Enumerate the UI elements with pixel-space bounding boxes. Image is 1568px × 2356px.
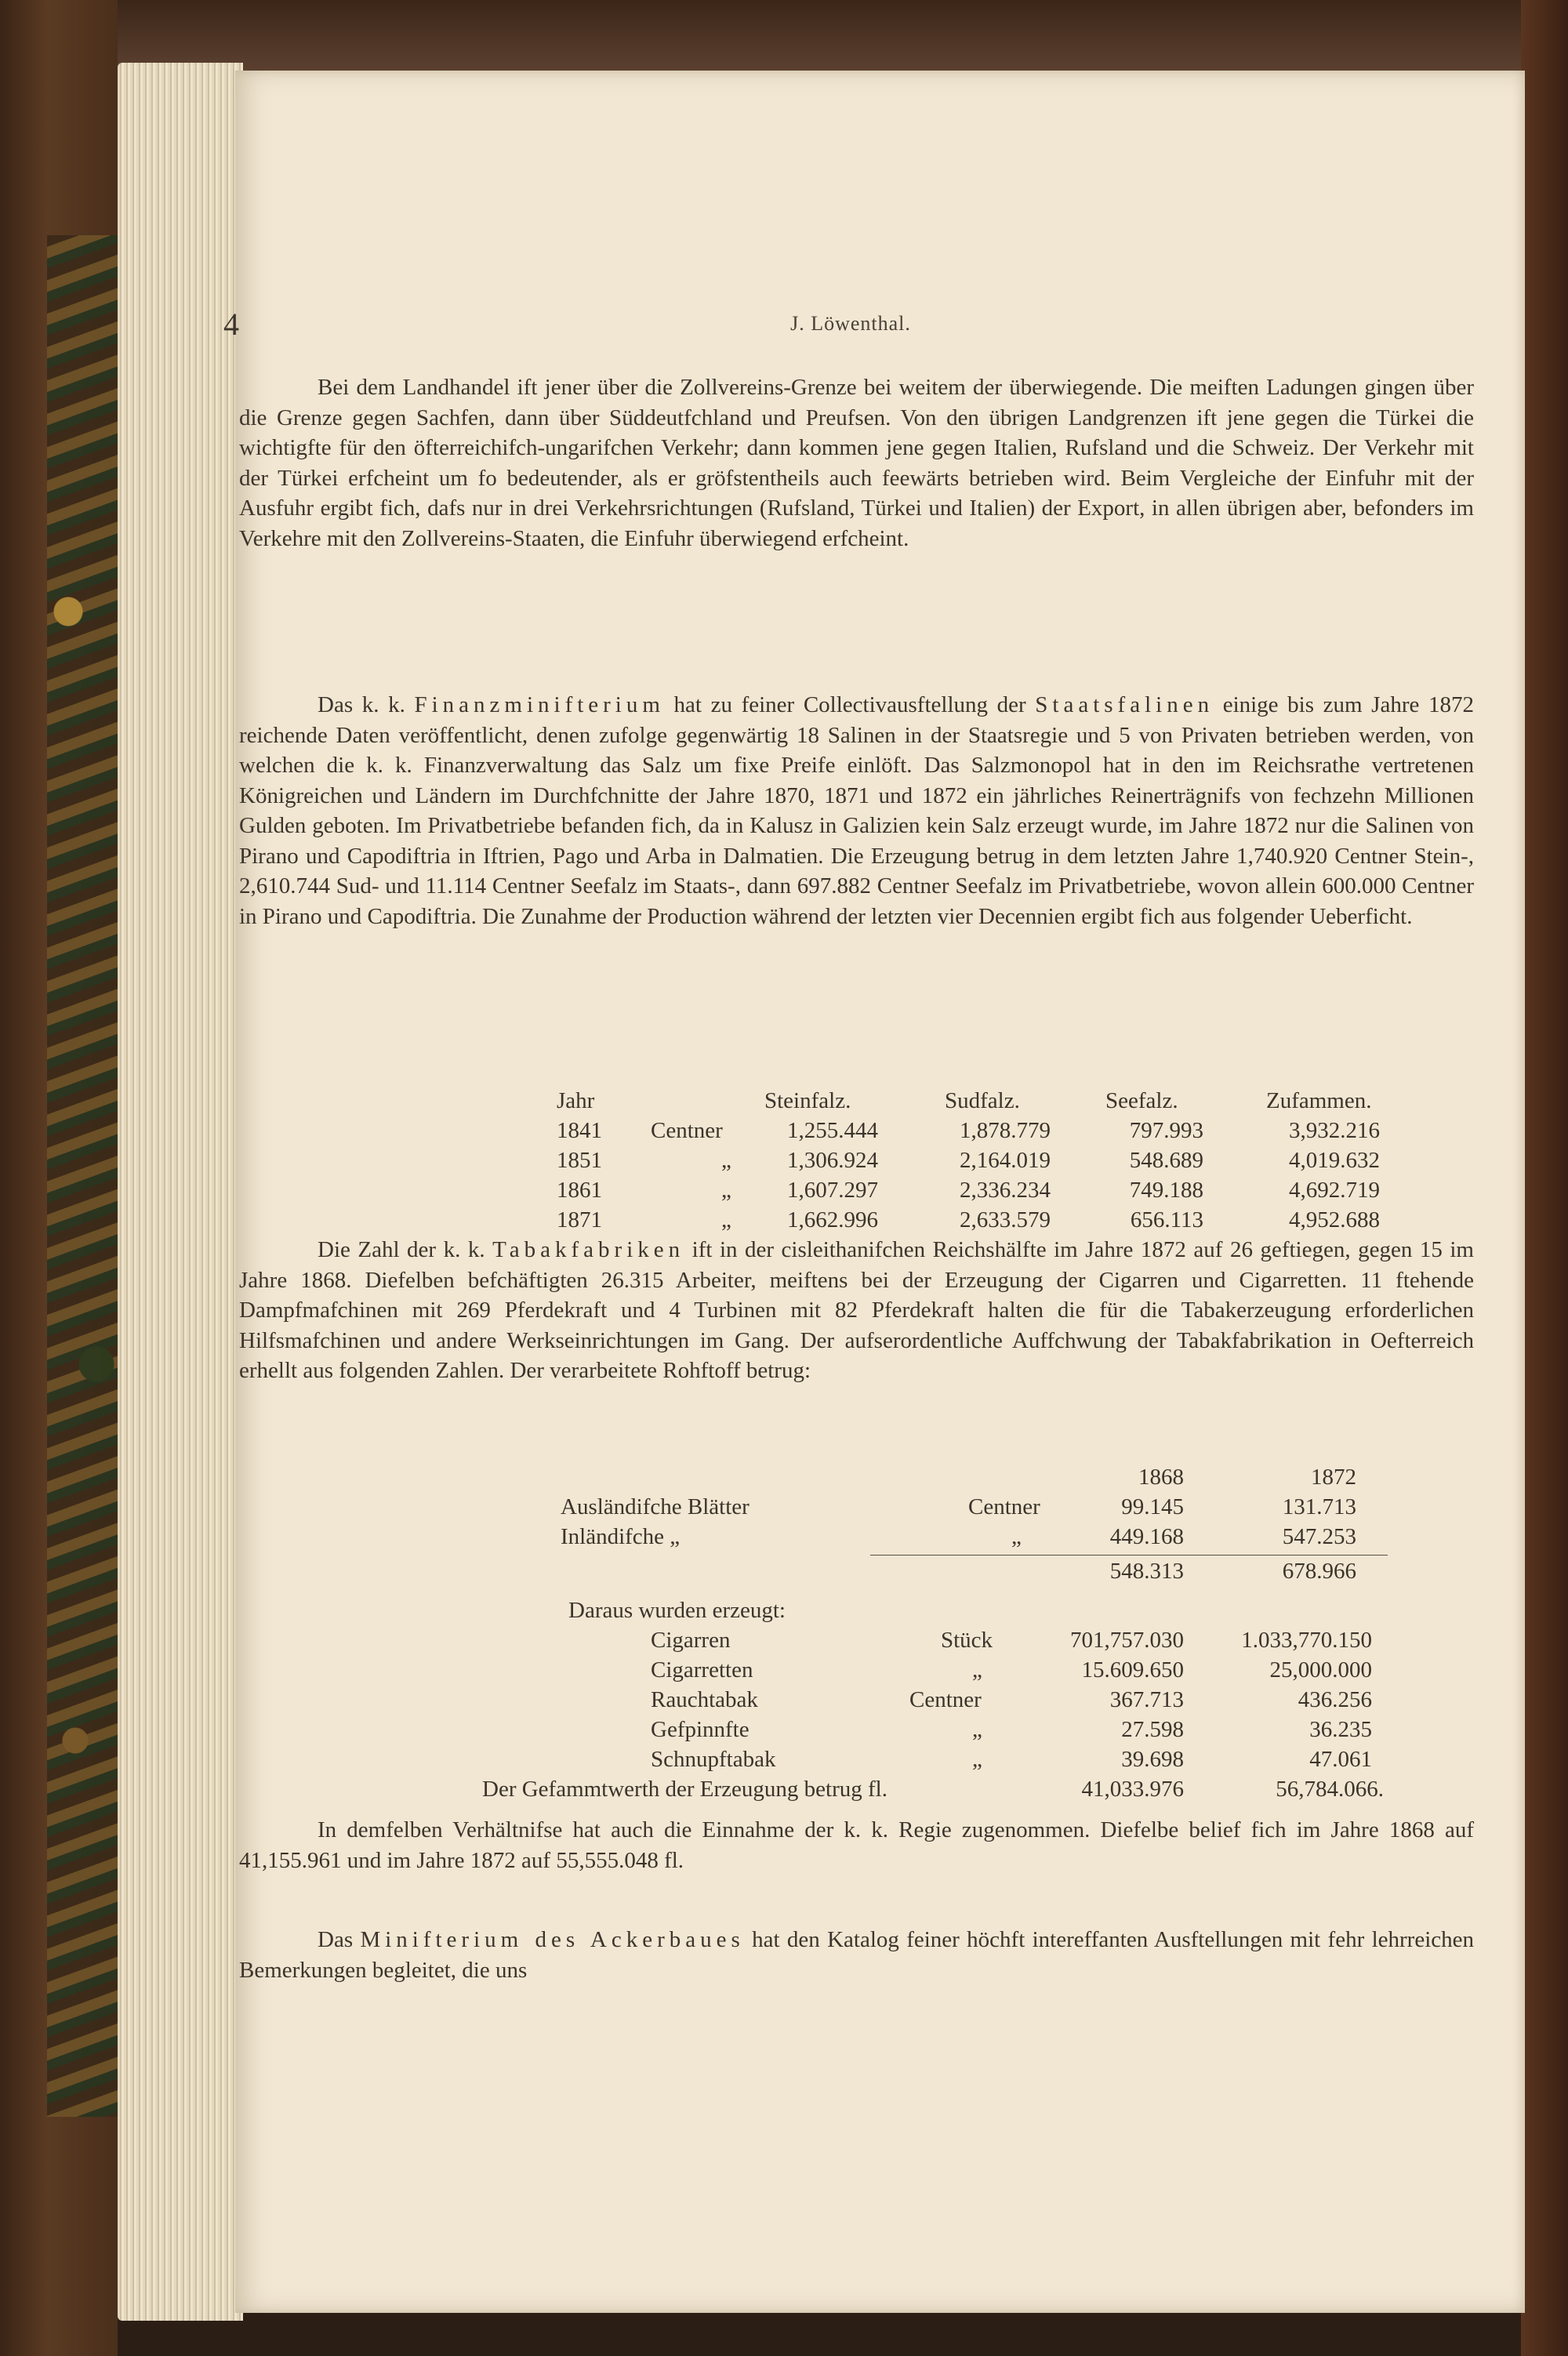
cell-total: 3,932.216 <box>1289 1118 1380 1143</box>
products-intro-row <box>235 1595 1490 1625</box>
p2-finanzministerium: Finanzminifterium <box>414 692 665 717</box>
cell-total: 4,692.719 <box>1289 1178 1380 1203</box>
col-header-steinsalz: Steinfalz. <box>764 1088 851 1113</box>
p2-pre: Das k. k. <box>318 692 415 717</box>
table-row <box>235 1655 1490 1685</box>
p5-post: hat den Katalog feiner höchft intereffanten Ausftellungen mit fehr lehrreichen Bemerkungen begleitet, die uns <box>239 1927 1474 1983</box>
totals-row <box>235 1556 1490 1586</box>
cell-label: Rauchtabak <box>651 1687 758 1712</box>
page-header <box>223 306 1478 345</box>
cell-1872: 1.033,770.150 <box>1241 1628 1372 1653</box>
table-row <box>235 1685 1490 1715</box>
cell-sud: 2,336.234 <box>960 1178 1051 1203</box>
col-header-jahr: Jahr <box>557 1088 595 1113</box>
sum-rule <box>870 1555 1388 1556</box>
cell-1868: 701,757.030 <box>1070 1628 1184 1653</box>
cell-label: Cigarren <box>651 1628 731 1653</box>
col-header-1872: 1872 <box>1311 1465 1356 1490</box>
cell-jahr: 1861 <box>557 1178 602 1203</box>
cell-1868: 15.609.650 <box>1081 1657 1184 1683</box>
p3-post: ift in der cisleithanifchen Reichshälfte im Jahre 1872 auf 26 geftiegen, gegen 15 im Jahre 1868. Diefelben befchäftigten 26.315 Arbeiter, meiftens bei der Erzeugung der Cigarren und Cigarretten. 11 ftehende Dampfmafchinen mit 269 Pferdekraft und 4 Turbinen mit 82 Pferdekraft halten die für die Tabakerzeugung erforderlichen Hilfsmafchinen und andere Werkseinrichtungen im Gang. Der aufserordentliche Auffchwung der Tabakfabrikation in Oefterreich erhellt aus folgenden Zahlen. Der verarbeitete Rohftoff betrug: <box>239 1237 1474 1383</box>
p3-pre: Die Zahl der k. k. <box>318 1237 493 1262</box>
marbled-endpaper <box>47 235 118 2117</box>
cell-1868: 449.168 <box>1109 1524 1184 1549</box>
cell-total: 4,952.688 <box>1289 1207 1380 1232</box>
p5-ministerium: Minifterium des Ackerbaues <box>360 1927 745 1952</box>
cell-see: 797.993 <box>1129 1118 1203 1143</box>
cell-jahr: 1871 <box>557 1207 602 1232</box>
page-edges <box>118 63 243 2321</box>
cell-unit: Stück <box>941 1628 993 1653</box>
book-cover-top <box>0 0 1568 71</box>
table-row <box>235 1744 1490 1774</box>
cell-jahr: 1851 <box>557 1148 602 1173</box>
page-number: 4 <box>223 307 239 342</box>
p2-post: einige bis zum Jahre 1872 reichende Daten veröffentlicht, denen zufolge gegenwärtig 18 Salinen in der Staatsregie und 5 von Privaten betrieben werden, von welchen die k. k. Finanzverwaltung das Salz um fixe Preife einlöft. Das Salzmonopol hat in den im Reichsrathe vertretenen Königreichen und Ländern im Durchfchnitte der Jahre 1870, 1871 und 1872 ein jährliches Reinerträgnifs von fechzehn Millionen Gulden geboten. Im Privatbetriebe befanden fich, da in Kalusz in Galizien kein Salz erzeugt wurde, im Jahre 1872 nur die Salinen von Pirano und Capodiftria in Iftrien, Pago und Arba in Dalmatien. Die Erzeugung betrug in dem letzten Jahre 1,740.920 Centner Stein-, 2,610.744 Sud- und 11.114 Centner Seefalz im Staats-, dann 697.882 Centner Seefalz im Privatbetriebe, wovon allein 600.000 Centner in Pirano und Capodiftria. Die Zunahme der Production während der letzten vier Decennien ergibt fich aus folgender Ueberficht. <box>239 692 1474 929</box>
cell-unit: „ <box>972 1657 982 1683</box>
cell-unit: „ <box>972 1747 982 1772</box>
total-1868: 548.313 <box>1109 1559 1184 1584</box>
cell-unit: „ <box>721 1178 731 1203</box>
table-row <box>235 1492 1490 1522</box>
cell-1868: 27.598 <box>1121 1717 1184 1742</box>
products-intro: Daraus wurden erzeugt: <box>568 1598 786 1623</box>
cell-total: 4,019.632 <box>1289 1148 1380 1173</box>
cell-stein: 1,662.996 <box>787 1207 878 1232</box>
cell-unit: „ <box>721 1207 731 1232</box>
cell-stein: 1,607.297 <box>787 1178 878 1203</box>
table-row <box>235 1715 1490 1744</box>
cell-unit: „ <box>1011 1524 1022 1549</box>
cell-label: Ausländifche Blätter <box>561 1494 750 1519</box>
total-1872: 678.966 <box>1282 1559 1356 1584</box>
cell-label: Inländifche „ <box>561 1524 681 1549</box>
p2-staatsfalinen: Staatsfalinen <box>1035 692 1214 717</box>
table-row <box>235 1145 1490 1175</box>
cell-stein: 1,255.444 <box>787 1118 878 1143</box>
table-row <box>235 1625 1490 1655</box>
p5-pre: Das <box>318 1927 361 1952</box>
cell-label: Gefpinnfte <box>651 1717 750 1742</box>
p3-tabakfabriken: Tabakfabriken <box>492 1237 685 1262</box>
cell-1868: 367.713 <box>1109 1687 1184 1712</box>
tobacco-raw-table <box>235 1462 1490 1586</box>
cell-1872: 131.713 <box>1282 1494 1356 1519</box>
cell-label: Schnupftabak <box>651 1747 776 1772</box>
col-header-sudsalz: Sudfalz. <box>945 1088 1020 1113</box>
cell-see: 749.188 <box>1129 1178 1203 1203</box>
paragraph-landhandel: Bei dem Landhandel ift jener über die Zollvereins-Grenze bei weitem der überwiegende. Die meiften Ladungen gingen über die Grenze gegen Sachfen, dann über Süddeutfchland und Preufsen. Von den übrigen Landgrenzen ift jene gegen die Türkei die wichtigfte für den öfterreichifch-ungarifchen Verkehr; dann kommen jene gegen Italien, Rufsland und die Schweiz. Der Verkehr mit der Türkei erfcheint um fo bedeutender, als er gröfstentheils auch feewärts betrieben wird. Beim Vergleiche der Einfuhr mit der Ausfuhr ergibt fich, dafs nur in drei Verkehrsrichtungen (Rufsland, Türkei und Italien) der Export, in allen übrigen aber, befonders im Verkehre mit den Zollvereins-Staaten, die Einfuhr überwiegend erfcheint. <box>239 375 1474 551</box>
cell-1868: 39.698 <box>1121 1747 1184 1772</box>
running-head: J. Löwenthal. <box>790 312 911 335</box>
table-row <box>235 1522 1490 1552</box>
cell-label: Cigarretten <box>651 1657 753 1683</box>
grand-total-row <box>235 1774 1490 1804</box>
cell-sud: 2,164.019 <box>960 1148 1051 1173</box>
grand-total-label: Der Gefammtwerth der Erzeugung betrug fl. <box>482 1777 887 1802</box>
salt-production-table <box>235 1086 1490 1235</box>
p2-mid: hat zu feiner Collectivausftellung der <box>664 692 1036 717</box>
table-header-row <box>235 1086 1490 1116</box>
paragraph-regie: In demfelben Verhältnifse hat auch die Einnahme der k. k. Regie zugenommen. Diefelbe belief fich im Jahre 1868 auf 41,155.961 und im Jahre 1872 auf 55,555.048 fl. <box>239 1817 1474 1873</box>
cell-see: 656.113 <box>1130 1207 1203 1232</box>
paragraph-ackerbau <box>239 1925 1474 1985</box>
col-header-1868: 1868 <box>1138 1465 1184 1490</box>
paragraph-finanzministerium <box>239 690 1474 931</box>
cell-sud: 1,878.779 <box>960 1118 1051 1143</box>
col-header-seesalz: Seefalz. <box>1105 1088 1178 1113</box>
tobacco-products-table <box>235 1595 1490 1804</box>
cell-1872: 36.235 <box>1309 1717 1372 1742</box>
cell-unit: Centner <box>651 1118 723 1143</box>
cell-unit: „ <box>972 1717 982 1742</box>
cell-1872: 547.253 <box>1282 1524 1356 1549</box>
book-cover-right <box>1521 0 1568 2356</box>
table-header-row <box>235 1462 1490 1492</box>
grand-total-1872: 56,784.066. <box>1276 1777 1384 1802</box>
col-header-zusammen: Zufammen. <box>1266 1088 1372 1113</box>
cell-1868: 99.145 <box>1121 1494 1184 1519</box>
cell-1872: 47.061 <box>1309 1747 1372 1772</box>
cell-stein: 1,306.924 <box>787 1148 878 1173</box>
paragraph-tabakfabriken <box>239 1235 1474 1386</box>
cell-unit: „ <box>721 1148 731 1173</box>
cell-jahr: 1841 <box>557 1118 602 1143</box>
table-row <box>235 1116 1490 1145</box>
cell-1872: 25,000.000 <box>1269 1657 1372 1683</box>
cell-sud: 2,633.579 <box>960 1207 1051 1232</box>
cell-unit: Centner <box>968 1494 1040 1519</box>
table-row <box>235 1205 1490 1235</box>
grand-total-1868: 41,033.976 <box>1081 1777 1184 1802</box>
table-row <box>235 1175 1490 1205</box>
cell-see: 548.689 <box>1129 1148 1203 1173</box>
cell-unit: Centner <box>909 1687 982 1712</box>
cell-1872: 436.256 <box>1298 1687 1372 1712</box>
